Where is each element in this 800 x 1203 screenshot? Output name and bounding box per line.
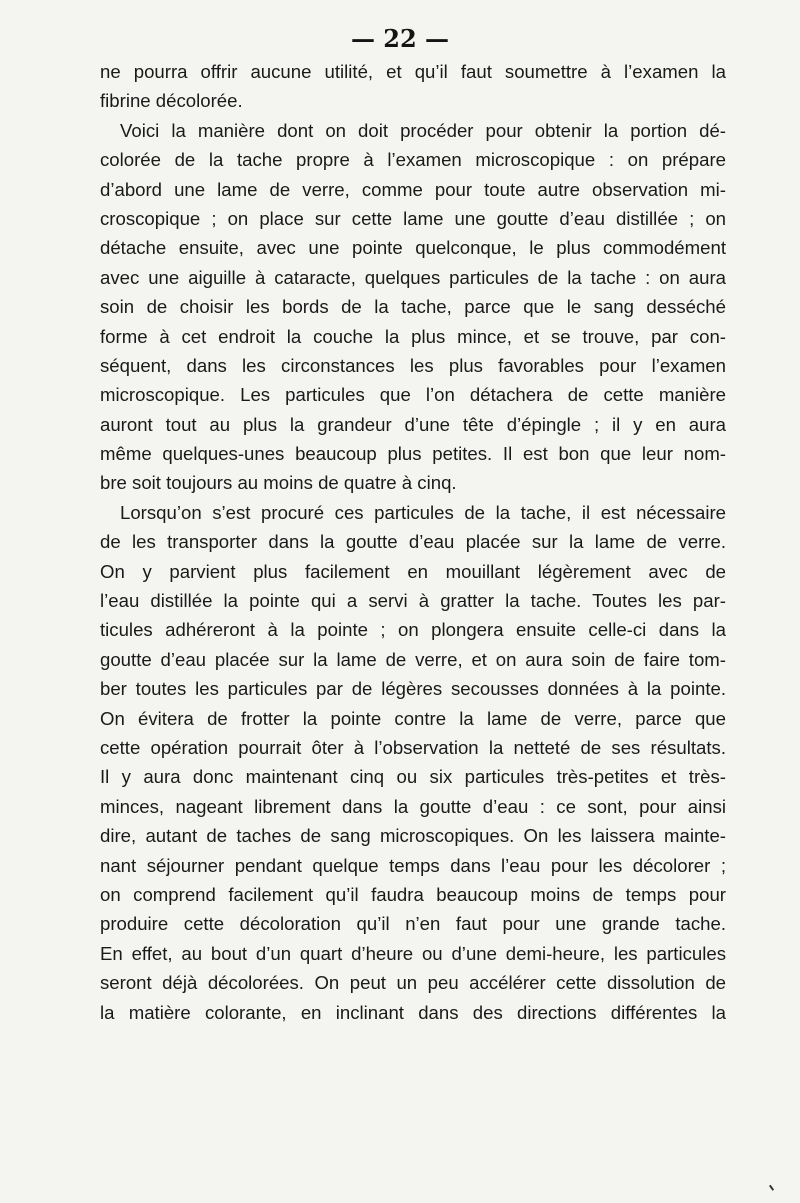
text-line: fibrine décolorée. <box>100 90 243 112</box>
body-text <box>100 57 726 1027</box>
text-line: on comprend facilement qu’il faudra beaucoup moins de temps pour <box>100 883 726 905</box>
page-number: — 22 — <box>350 24 450 53</box>
text-line: goutte d’eau placée sur la lame de verre, et on aura soin de faire tom- <box>100 648 726 670</box>
text-line: avec une aiguille à cataracte, quelques particules de la tache : on aura <box>100 266 726 288</box>
text-line: croscopique ; on place sur cette lame une goutte d’eau distillée ; on <box>100 207 726 229</box>
text-line: l’eau distillée la pointe qui a servi à gratter la tache. Toutes les par- <box>100 590 726 612</box>
text-line: ticules adhéreront à la pointe ; on plongera ensuite celle-ci dans la <box>100 619 726 641</box>
text-line: ne pourra offrir aucune utilité, et qu’il faut soumettre à l’examen la <box>100 61 726 82</box>
text-line: nant séjourner pendant quelque temps dans l’eau pour les décolorer ; <box>100 854 726 876</box>
text-line: Voici la manière dont on doit procéder pour obtenir la portion dé- <box>120 119 726 141</box>
text-line: forme à cet endroit la couche la plus mince, et se trouve, par con- <box>100 325 726 347</box>
text-line: d’abord une lame de verre, comme pour toute autre observation mi- <box>100 178 726 200</box>
text-line: dire, autant de taches de sang microscopiques. On les laissera mainte- <box>100 825 726 847</box>
paragraph <box>100 116 726 498</box>
text-line: de les transporter dans la goutte d’eau placée sur la lame de verre. <box>100 531 726 553</box>
text-line: On y parvient plus facilement en mouillant légèrement avec de <box>100 560 726 582</box>
text-line: bre soit toujours au moins de quatre à cinq. <box>100 472 457 494</box>
text-line: minces, nageant librement dans la goutte d’eau : ce sont, pour ainsi <box>100 795 726 817</box>
text-line: soin de choisir les bords de la tache, parce que le sang desséché <box>100 296 726 318</box>
text-line: On évitera de frotter la pointe contre la lame de verre, parce que <box>100 707 726 729</box>
text-line: la matière colorante, en inclinant dans des directions différentes la <box>100 1001 726 1023</box>
text-line: En effet, au bout d’un quart d’heure ou d’une demi-heure, les particules <box>100 942 726 964</box>
scan-edge-mark <box>769 1181 779 1191</box>
text-line: détache ensuite, avec une pointe quelconque, le plus commodément <box>100 237 726 259</box>
text-line: Lorsqu’on s’est procuré ces particules de la tache, il est nécessaire <box>120 501 726 523</box>
paragraph <box>100 498 726 1027</box>
text-line: microscopique. Les particules que l’on détachera de cette manière <box>100 384 726 406</box>
text-line: même quelques-unes beaucoup plus petites. Il est bon que leur nom- <box>100 443 726 465</box>
text-line: séquent, dans les circonstances les plus favorables pour l’examen <box>100 354 726 376</box>
text-line: cette opération pourrait ôter à l’observation la netteté de ses résultats. <box>100 736 726 758</box>
text-line: ber toutes les particules par de légères secousses données à la pointe. <box>100 678 726 700</box>
text-line: auront tout au plus la grandeur d’une tête d’épingle ; il y en aura <box>100 413 726 435</box>
paragraph <box>100 57 726 116</box>
text-line: seront déjà décolorées. On peut un peu accélérer cette dissolution de <box>100 972 726 994</box>
text-line: colorée de la tache propre à l’examen microscopique : on prépare <box>100 149 726 171</box>
text-line: Il y aura donc maintenant cinq ou six particules très-petites et très- <box>100 766 726 788</box>
text-line: produire cette décoloration qu’il n’en faut pour une grande tache. <box>100 913 726 935</box>
